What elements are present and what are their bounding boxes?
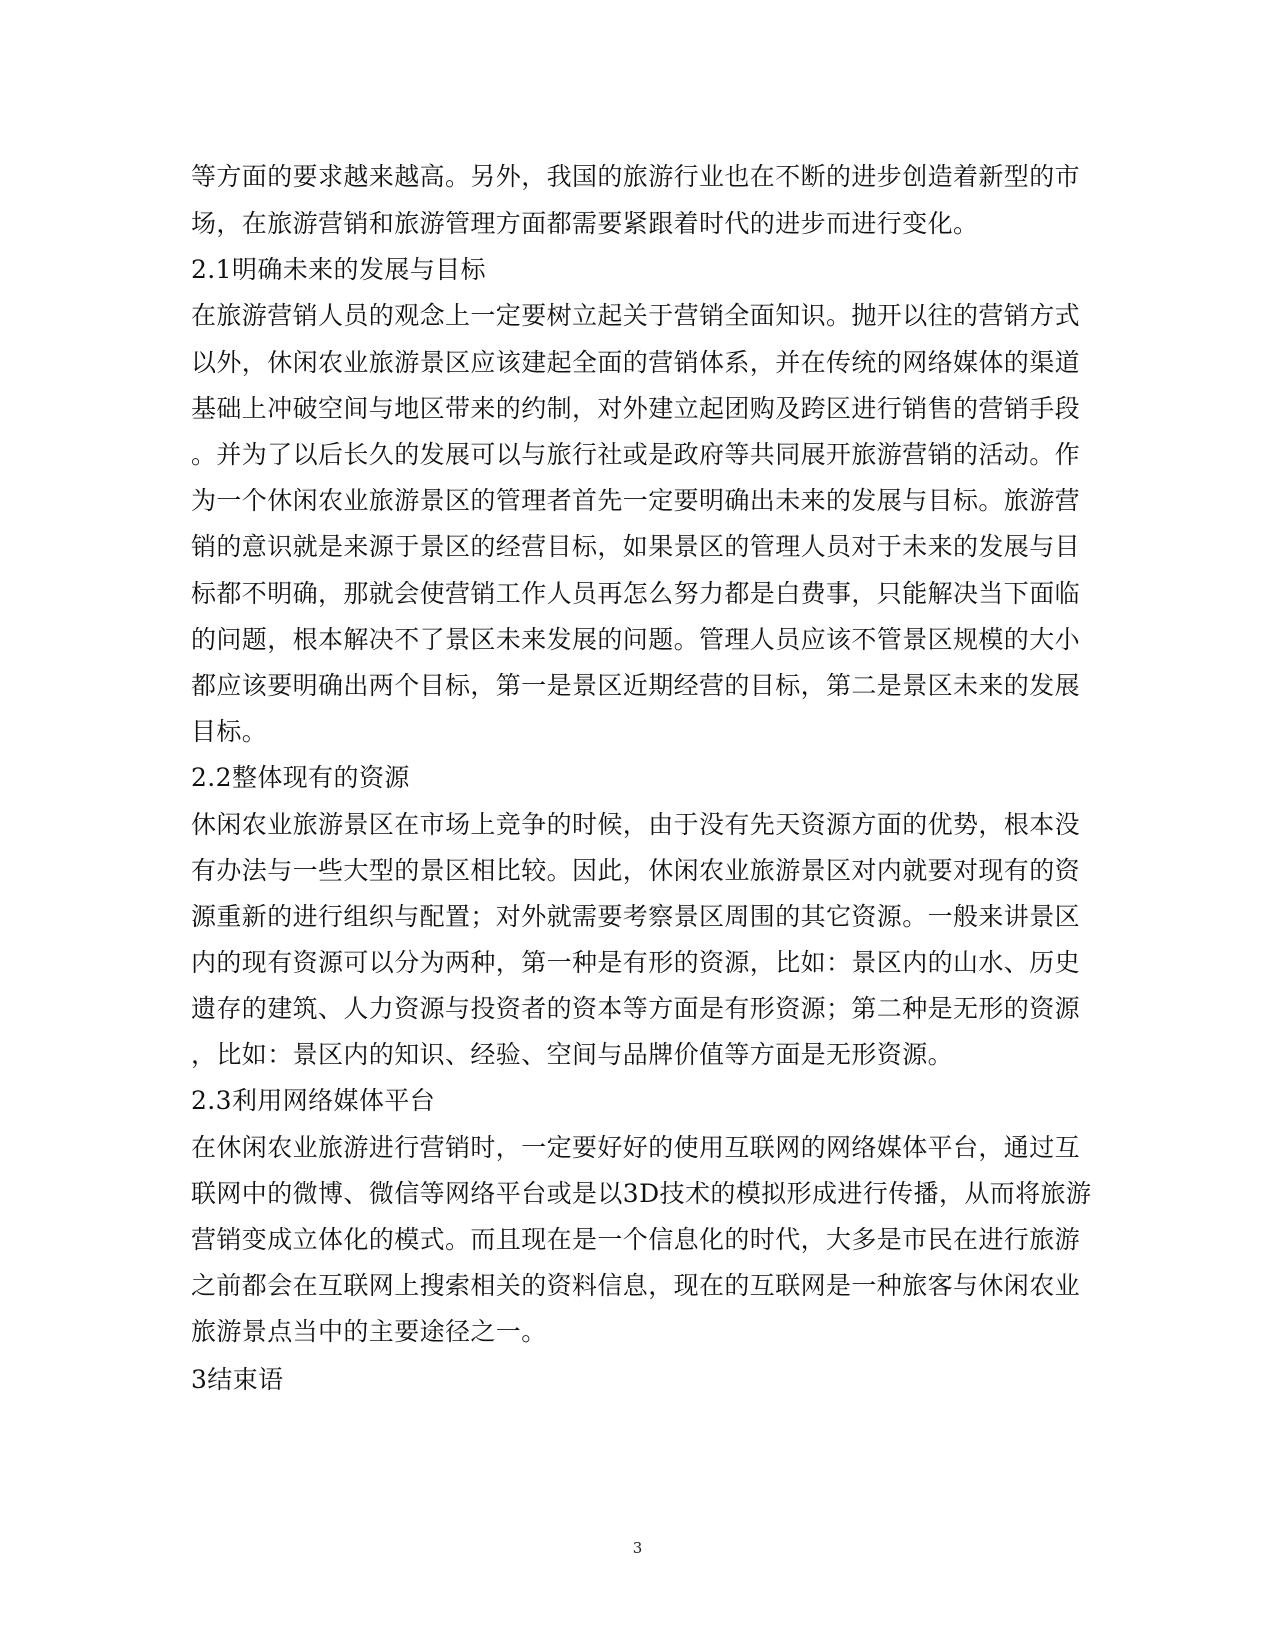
body-text-line: 营销变成立体化的模式。而且现在是一个信息化的时代，大多是市民在进行旅游: [191, 1225, 1081, 1254]
body-text-line: 在旅游营销人员的观念上一定要树立起关于营销全面知识。抛开以往的营销方式: [191, 301, 1081, 330]
body-text-line: 以外，休闲农业旅游景区应该建起全面的营销体系，并在传统的网络媒体的渠道: [191, 348, 1081, 377]
body-text-line: 遗存的建筑、人力资源与投资者的资本等方面是有形资源；第二种是无形的资源: [191, 994, 1081, 1023]
body-text-line: 联网中的微博、微信等网络平台或是以3D技术的模拟形成进行传播，从而将旅游: [191, 1179, 1092, 1208]
body-text-line: 旅游景点当中的主要途径之一。: [191, 1317, 547, 1346]
body-text-line: 场，在旅游营销和旅游管理方面都需要紧跟着时代的进步而进行变化。: [191, 209, 979, 238]
section-heading: 2.2整体现有的资源: [191, 763, 410, 792]
body-text-line: 等方面的要求越来越高。另外，我国的旅游行业也在不断的进步创造着新型的市: [191, 162, 1081, 191]
body-text-line: 的问题，根本解决不了景区未来发展的问题。管理人员应该不管景区规模的大小: [191, 625, 1081, 654]
body-text-line: 都应该要明确出两个目标，第一是景区近期经营的目标，第二是景区未来的发展: [191, 671, 1081, 700]
body-text-line: 。并为了以后长久的发展可以与旅行社或是政府等共同展开旅游营销的活动。作: [191, 440, 1081, 469]
body-text-line: 在休闲农业旅游进行营销时，一定要好好的使用互联网的网络媒体平台，通过互: [191, 1133, 1081, 1162]
section-heading: 2.3利用网络媒体平台: [191, 1086, 436, 1115]
body-text-line: ，比如：景区内的知识、经验、空间与品牌价值等方面是无形资源。: [191, 1040, 954, 1069]
section-heading: 3结束语: [191, 1365, 284, 1394]
body-text-line: 内的现有资源可以分为两种，第一种是有形的资源，比如：景区内的山水、历史: [191, 948, 1081, 977]
body-text-line: 之前都会在互联网上搜索相关的资料信息，现在的互联网是一种旅客与休闲农业: [191, 1271, 1081, 1300]
body-text-line: 销的意识就是来源于景区的经营目标，如果景区的管理人员对于未来的发展与目: [191, 532, 1081, 561]
body-text-line: 休闲农业旅游景区在市场上竞争的时候，由于没有先天资源方面的优势，根本没: [191, 810, 1081, 839]
body-text-line: 标都不明确，那就会使营销工作人员再怎么努力都是白费事，只能解决当下面临: [191, 579, 1081, 608]
page-number: 3: [632, 1539, 643, 1557]
body-text-line: 有办法与一些大型的景区相比较。因此，休闲农业旅游景区对内就要对现有的资: [191, 856, 1081, 885]
body-text-line: 目标。: [191, 717, 268, 746]
section-heading: 2.1明确未来的发展与目标: [191, 255, 486, 284]
body-text-line: 为一个休闲农业旅游景区的管理者首先一定要明确出未来的发展与目标。旅游营: [191, 486, 1081, 515]
body-text-line: 基础上冲破空间与地区带来的约制，对外建立起团购及跨区进行销售的营销手段: [191, 394, 1081, 423]
body-text-line: 源重新的进行组织与配置；对外就需要考察景区周围的其它资源。一般来讲景区: [191, 902, 1081, 931]
